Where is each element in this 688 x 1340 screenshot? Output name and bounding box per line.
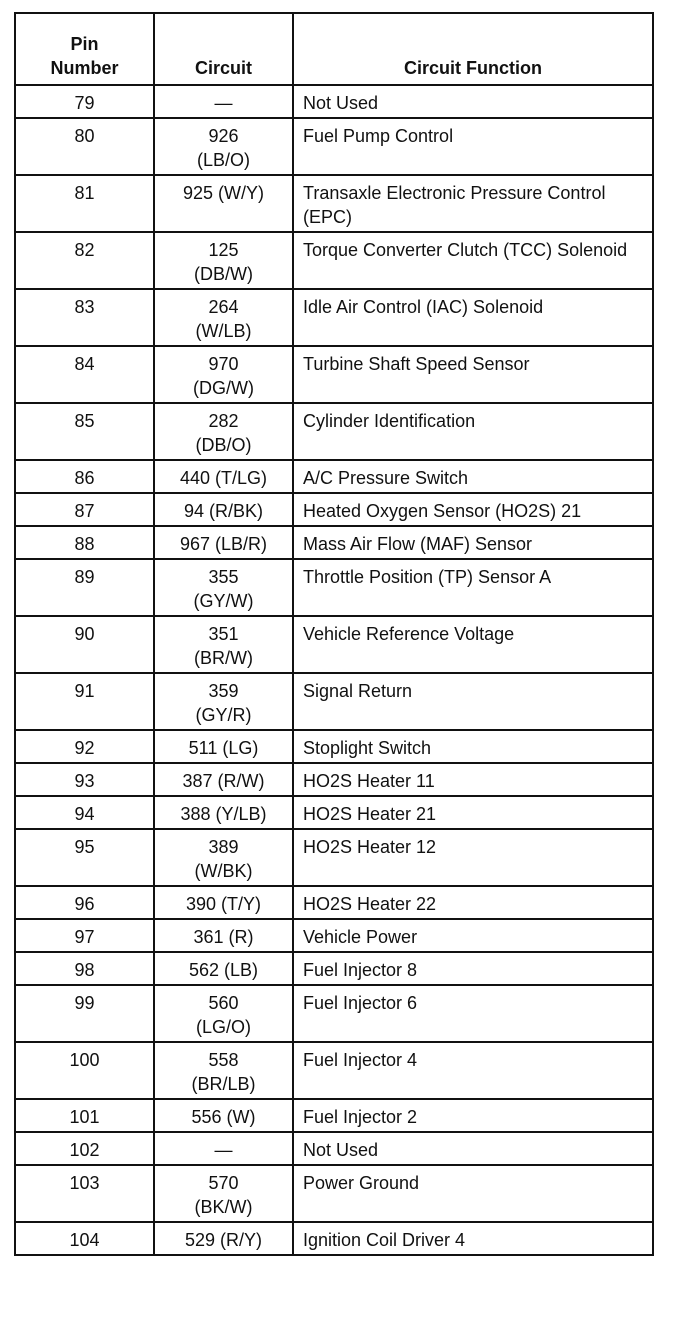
header-pin-line1: Pin [70,34,99,54]
circuit-function-cell: Transaxle Electronic Pressure Control (EPC) [293,175,653,232]
table-row [15,919,653,952]
header-pin-number [15,13,154,85]
circuit-cell [154,829,293,886]
circuit-function-cell: Torque Converter Clutch (TCC) Solenoid [293,232,653,289]
circuit-function-cell: HO2S Heater 22 [293,886,653,919]
circuit-function-cell: Signal Return [293,673,653,730]
circuit-cell [154,526,293,559]
circuit-function-cell: Vehicle Reference Voltage [293,616,653,673]
pin-number-cell: 92 [15,730,154,763]
circuit-number: 388 (Y/LB) [180,804,267,824]
table-row [15,730,653,763]
circuit-number: 511 (LG) [188,738,259,758]
circuit-number: 570 [208,1173,239,1193]
circuit-cell [154,952,293,985]
circuit-cell [154,460,293,493]
table-row [15,1042,653,1099]
circuit-function-cell: Fuel Injector 6 [293,985,653,1042]
table-row [15,1099,653,1132]
pin-number-cell: 104 [15,1222,154,1255]
pin-number-cell: 101 [15,1099,154,1132]
circuit-wire-color: (BR/W) [194,648,253,668]
circuit-cell [154,493,293,526]
table-row [15,118,653,175]
circuit-function-cell: Cylinder Identification [293,403,653,460]
circuit-number: 359 [208,681,239,701]
table-row [15,952,653,985]
circuit-function-cell: HO2S Heater 21 [293,796,653,829]
pin-number-cell: 103 [15,1165,154,1222]
pin-number-cell: 96 [15,886,154,919]
circuit-number: 967 (LB/R) [179,534,268,554]
table-row [15,175,653,232]
pin-number-cell: 86 [15,460,154,493]
circuit-cell [154,175,293,232]
table-row [15,616,653,673]
circuit-wire-color: (LG/O) [195,1017,251,1037]
table-row [15,403,653,460]
circuit-function-cell: Fuel Injector 8 [293,952,653,985]
table-row [15,289,653,346]
circuit-function-cell: Heated Oxygen Sensor (HO2S) 21 [293,493,653,526]
pin-number-cell: 102 [15,1132,154,1165]
circuit-number: 529 (R/Y) [184,1230,263,1250]
table-row [15,460,653,493]
circuit-cell [154,985,293,1042]
table-row [15,232,653,289]
circuit-number: 355 [208,567,239,587]
pin-number-cell: 82 [15,232,154,289]
circuit-wire-color: (W/LB) [195,321,252,341]
circuit-number: 925 (W/Y) [182,183,265,203]
circuit-number: 560 [208,993,239,1013]
circuit-number: 440 (T/LG) [179,468,268,488]
circuit-cell [154,763,293,796]
circuit-cell [154,616,293,673]
circuit-wire-color: (DB/O) [195,435,252,455]
table-row [15,346,653,403]
circuit-number: 387 (R/W) [182,771,265,791]
table-row [15,985,653,1042]
circuit-wire-color: (DB/W) [194,264,253,284]
circuit-number: 558 [208,1050,239,1070]
pin-number-cell: 87 [15,493,154,526]
circuit-number: 282 [208,411,239,431]
table-body [15,85,653,1255]
circuit-cell [154,1099,293,1132]
circuit-function-cell: A/C Pressure Switch [293,460,653,493]
circuit-number: 562 (LB) [188,960,259,980]
header-pin-line2: Number [50,58,119,78]
pin-number-cell: 88 [15,526,154,559]
circuit-cell [154,1132,293,1165]
pin-number-cell: 94 [15,796,154,829]
circuit-function-cell: Not Used [293,85,653,118]
circuit-cell [154,289,293,346]
circuit-function-cell: Idle Air Control (IAC) Solenoid [293,289,653,346]
pin-number-cell: 84 [15,346,154,403]
circuit-number: 390 (T/Y) [185,894,262,914]
pin-number-cell: 80 [15,118,154,175]
table-row [15,1132,653,1165]
pin-number-cell: 83 [15,289,154,346]
pin-number-cell: 97 [15,919,154,952]
circuit-function-cell: Throttle Position (TP) Sensor A [293,559,653,616]
header-row [15,13,653,85]
table-row [15,85,653,118]
circuit-wire-color: (DG/W) [193,378,254,398]
circuit-wire-color: (LB/O) [196,150,250,170]
circuit-function-cell: Fuel Injector 2 [293,1099,653,1132]
circuit-wire-color: (BR/LB) [191,1074,256,1094]
pin-number-cell: 81 [15,175,154,232]
pin-number-cell: 93 [15,763,154,796]
circuit-function-cell: Not Used [293,1132,653,1165]
circuit-wire-color: (W/BK) [194,861,253,881]
table-row [15,1165,653,1222]
circuit-function-cell: HO2S Heater 12 [293,829,653,886]
circuit-cell [154,403,293,460]
circuit-cell [154,730,293,763]
circuit-cell [154,118,293,175]
circuit-function-cell: Power Ground [293,1165,653,1222]
table-row [15,886,653,919]
circuit-number: 926 [208,126,239,146]
circuit-cell [154,559,293,616]
circuit-number: 125 [208,240,239,260]
pin-number-cell: 100 [15,1042,154,1099]
circuit-cell [154,346,293,403]
pin-number-cell: 85 [15,403,154,460]
table-row [15,763,653,796]
circuit-cell [154,1042,293,1099]
circuit-number: 94 (R/BK) [183,501,264,521]
circuit-function-cell: Mass Air Flow (MAF) Sensor [293,526,653,559]
pin-number-cell: 99 [15,985,154,1042]
circuit-number: — [214,1140,233,1160]
circuit-cell [154,232,293,289]
circuit-number: 351 [208,624,239,644]
pin-number-cell: 90 [15,616,154,673]
circuit-function-cell: Turbine Shaft Speed Sensor [293,346,653,403]
pin-circuit-table [14,12,654,1256]
table-row [15,559,653,616]
circuit-number: 389 [208,837,239,857]
circuit-wire-color: (GY/W) [193,591,254,611]
circuit-function-cell: Stoplight Switch [293,730,653,763]
circuit-wire-color: (BK/W) [194,1197,253,1217]
table-row [15,673,653,730]
pin-number-cell: 91 [15,673,154,730]
circuit-number: 970 [208,354,239,374]
circuit-cell [154,673,293,730]
circuit-cell [154,886,293,919]
circuit-function-cell: Ignition Coil Driver 4 [293,1222,653,1255]
pin-number-cell: 98 [15,952,154,985]
circuit-cell [154,1222,293,1255]
pin-number-cell: 95 [15,829,154,886]
circuit-number: 556 (W) [191,1107,256,1127]
circuit-number: 361 (R) [193,927,254,947]
circuit-cell [154,85,293,118]
circuit-function-cell: Fuel Pump Control [293,118,653,175]
circuit-number: — [214,93,233,113]
pin-number-cell: 89 [15,559,154,616]
pin-number-cell: 79 [15,85,154,118]
circuit-cell [154,1165,293,1222]
circuit-number: 264 [208,297,239,317]
table-row [15,796,653,829]
circuit-function-cell: HO2S Heater 11 [293,763,653,796]
header-circuit-function: Circuit Function [293,13,653,85]
table-row [15,493,653,526]
header-circuit: Circuit [154,13,293,85]
circuit-cell [154,796,293,829]
table-row [15,526,653,559]
circuit-cell [154,919,293,952]
circuit-function-cell: Vehicle Power [293,919,653,952]
circuit-wire-color: (GY/R) [195,705,252,725]
table-row [15,1222,653,1255]
table-row [15,829,653,886]
circuit-function-cell: Fuel Injector 4 [293,1042,653,1099]
